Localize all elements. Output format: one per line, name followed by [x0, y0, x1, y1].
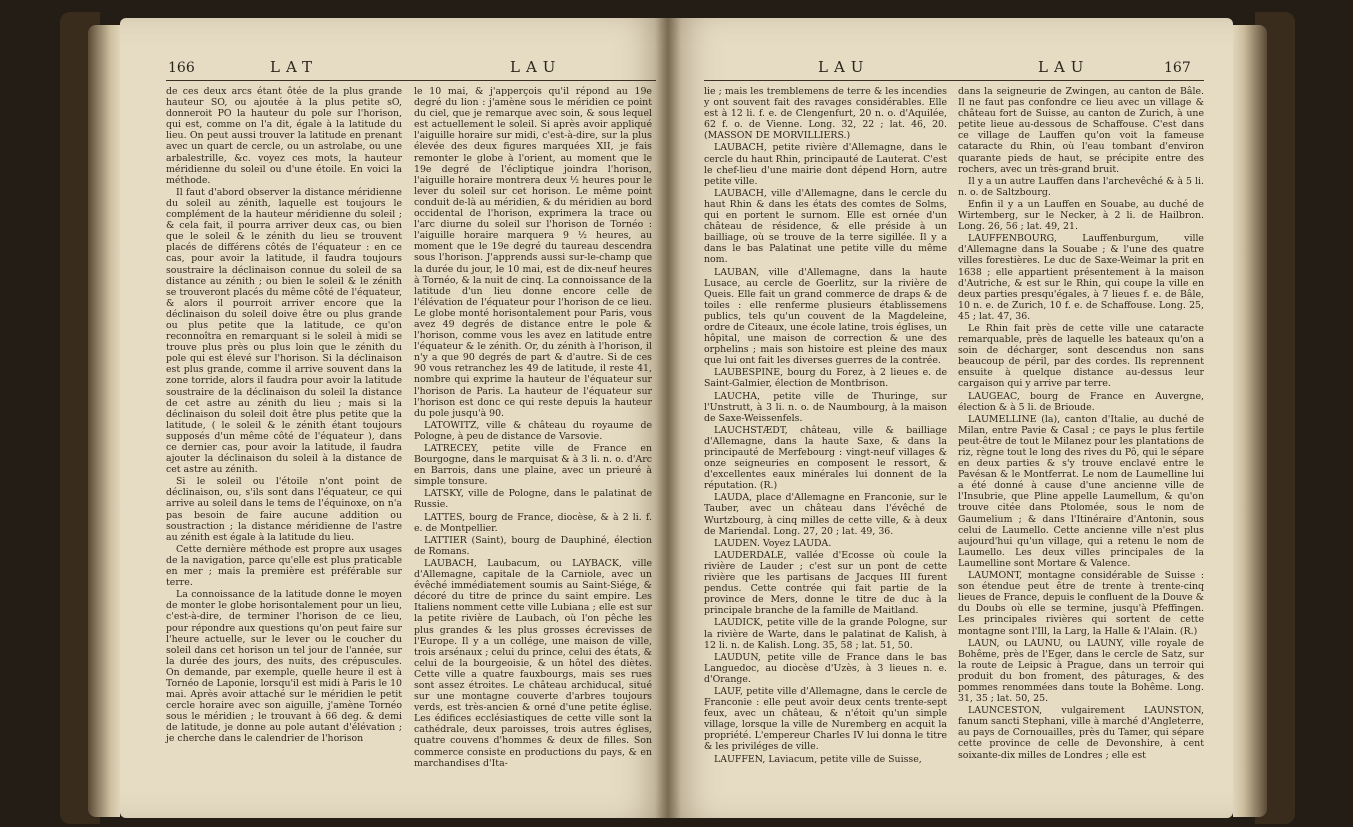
- right-page-edges: [1233, 25, 1267, 817]
- entry: LAUFFEN, Laviacum, petite ville de Suisse,: [714, 753, 922, 765]
- paragraph: lie ; mais les tremblemens de terre & les incendies y ont souvent fait des ravages considérables. Elle est à 12 li. f. e. de Clengenfurt, 20 n. o. d'Aquilée, 62 f. o. de Vienne. Long. 32, 22 ; lat. 46, 20. (MASSON DE MORVILLIERS.): [704, 86, 947, 142]
- entry: LAUMONT, montagne considérable de Suisse : son étendue peut être de trente à trente-cinq lieues de France, depuis le confluent de la Douve & du Doubs où elle se termine, jusqu'à Pfeffingen. Les principales rivières qui sortent de cette montagne sont l'Ill, la Larg, la Halle & l'Alain. (R.): [958, 570, 1204, 637]
- book-gutter: [655, 18, 681, 818]
- left-page: [120, 18, 668, 818]
- left-column-1: [166, 86, 402, 746]
- left-column-2: [414, 86, 652, 770]
- entry: LAUBACH, petite rivière d'Allemagne, dans le cercle du haut Rhin, principauté de Lauterat. C'est le chef-lieu d'une mairie dont dépend Horn, autre petite ville.: [704, 142, 947, 187]
- entry: LAUBESPINE, bourg du Forez, à 2 lieues e. de Saint-Galmier, élection de Montbrison.: [704, 367, 947, 390]
- entry: LAUBAN, ville d'Allemagne, dans la haute Lusace, au cercle de Goerlitz, sur la rivière de Queis. Elle fait un grand commerce de draps & de toiles : elle renferme plusieurs établissemens publics, tels qu'un couvent de la Magdeleine, ordre de Citeaux, une école latine, trois églises, un hôpital, une maison de correction & une des orphelins ; mais son histoire est pleine des maux que lui ont fait les diverses guerres de la contrée.: [704, 266, 947, 367]
- right-running-head-2: LAU: [1038, 58, 1090, 76]
- entry: LAUNCESTON, vulgairement LAUNSTON, fanum sancti Stephani, ville à marché d'Angleterre, au pays de Cornouailles, près du Tamer, qui sépare cette province de celle de Devonshire, à cent soixante-dix milles de Londres ; elle est: [958, 705, 1204, 761]
- entry: LAUCHSTÆDT, château, ville & bailliage d'Allemagne, dans la haute Saxe, & dans la principauté de Merfebourg : vingt-neuf villages & onze seigneuries en composent le ressort, & d'excellentes eaux minérales lui donnent de la réputation. (R.): [704, 424, 947, 492]
- left-page-number: 166: [168, 60, 195, 76]
- entry: LAUMELLINE (la), canton d'Italie, au duché de Milan, entre Pavie & Casal ; ce pays le plus fertile peut-être de tout le Milanez pour les plantations de riz, règne tout le long des rives du Pô, qui le sépare en deux parties & s'y trouve enclavé entre le Pavésan & le Montferrat. Le nom de Laumelline lui a été donné à cause d'une ancienne ville de l'Insubrie, que Pline appelle Laumellum, & qu'on trouve citée dans Ptolomée, sous le nom de Gaumelium ; & dans l'Itinéraire d'Antonin, sous celui de Laumello. Cette ancienne ville n'est plus aujourd'hui qu'un village, qui a retenu le nom de Laumello. Les deux villes principales de la Laumelline sont Mortare & Valence.: [958, 413, 1204, 569]
- right-column-2: [958, 86, 1204, 762]
- paragraph: dans la seigneurie de Zwingen, au canton de Bâle. Il ne faut pas confondre ce lieu avec un village & château fort de Suisse, au canton de Zurich, à une petite lieue au-dessous de Schaffouse. C'est dans ce village de Lauffen qu'on voit la fameuse cataracte du Rhin, où l'eau tombant d'environ quarante pieds de haut, se précipite entre des rochers, avec un très-grand bruit.: [958, 86, 1204, 175]
- left-page-edges: [88, 25, 120, 817]
- entry: LATTIER (Saint), bourg de Dauphiné, élection de Romans.: [414, 534, 652, 557]
- right-page: [668, 18, 1233, 818]
- entry: Il y a un autre Lauffen dans l'archevêché & à 5 li. n. o. de Saltzbourg.: [958, 175, 1204, 198]
- entry: Le Rhin fait près de cette ville une cataracte remarquable, près de laquelle les bateaux qu'on a soin de décharger, sont descendus non sans beaucoup de péril, par des cordes. Ils reprennent ensuite à quelque distance au-dessus leur cargaison qui y arrive par terre.: [958, 322, 1204, 390]
- paragraph: Il faut d'abord observer la distance méridienne du soleil au zénith, laquelle est toujours le complément de la hauteur méridienne du soleil ; & cela fait, il pourra arriver deux cas, ou bien que le soleil & le zénith du lieu se trouvent placés de différens côtés de l'équateur : en ce cas, pour avoir la latitude, il faudra toujours soustraire la déclinaison connue du soleil de sa distance au zénith ; ou bien le soleil & le zénith se trouveront placés du même côté de l'équateur, & alors il pourroit arriver encore que la déclinaison du soleil doive être ou plus grande ou plus petite que la latitude, ce qu'on reconnoîtra en remarquant si le soleil à midi se trouve plus près ou plus loin que le zénith du pole qui est élevé sur l'horison. Si la déclinaison est plus grande, comme il arrive souvent dans la zone torride, alors il faudra pour avoir la latitude soustraire de la déclinaison du soleil la distance de cet astre au zénith du lieu ; mais si la déclinaison du soleil doit être plus petite que la latitude, ( le soleil & le zénith étant toujours supposés d'un même côté de l'équateur ), dans ce dernier cas, pour avoir la latitude, il faudra ajouter la déclinaison du soleil à la distance de cet astre au zénith.: [166, 186, 402, 476]
- entry: LATOWITZ, ville & château du royaume de Pologne, à peu de distance de Varsovie.: [414, 419, 652, 442]
- right-running-head-1: LAU: [818, 58, 870, 76]
- paragraph: le 10 mai, & j'apperçois qu'il répond au 19e degré du lion : j'amène sous le méridien ce point du ciel, que je remarque avec soin, & sous lequel est actuellement le soleil. Si après avoir appliqué l'aiguille horaire sur midi, c'est-à-dire, sur la plus élevée des deux figures marquées XII, je fais remonter le globe à l'orient, au moment que le 19e degré de l'écliptique joindra l'horison, l'aiguille horaire montrera deux ½ heures pour le lever du soleil sur cet horison. Le même point conduit de-là au méridien, & du méridien au bord occidental de l'horison, exprimera la trace ou l'arc diurne du soleil sur l'horison de Tornéo : l'aiguille horaire marquera 9 ½ heures, au moment que le 19e degré du taureau descendra sous l'horison. J'apprends aussi sur-le-champ que la durée du jour, le 10 mai, est de dix-neuf heures à Tornéo, & la nuit de cinq. La connoissance de la latitude d'un lieu donne encore celle de l'élévation de l'équateur pour l'horison de ce lieu. Le globe monté horisontalement pour Paris, vous avez 49 degrés de distance entre le pole & l'horison, comme vous les avez en latitude entre l'équateur & le zénith. Or, du zénith à l'horison, il n'y a que 90 degrés de part & d'autre. Si de ces 90 vous retranchez les 49 de latitude, il reste 41, nombre qui exprime la hauteur de l'équateur sur l'horison de Paris. La hauteur de l'équateur sur l'horison est donc ce qui reste depuis la hauteur du pole jusqu'à 90.: [414, 86, 652, 419]
- right-page-number: 167: [1164, 60, 1191, 76]
- entry: LAUBACH, Laubacum, ou LAYBACK, ville d'Allemagne, capitale de la Carniole, avec un évêché immédiatement soumis au Saint-Siége, & décoré du titre de prince du saint empire. Les Italiens nomment cette ville Lubiana ; elle est sur la petite rivière de Laubach, où l'on pêche les plus grandes & les plus grosses écrevisses de l'Europe. Il y a un collége, une maison de ville, trois arsénaux ; celui du prince, celui des états, & celui de la bourgeoisie, & un hôtel des diètes. Cette ville a quatre fauxbourgs, mais ses rues sont assez étroites. Le château archiducal, situé sur une montagne couverte d'arbres toujours verds, est très-ancien & orné d'une petite église. Les édifices ecclésiastiques de cette ville sont la cathédrale, deux paroisses, trois autres églises, quatre couvens d'hommes & deux de filles. Son commerce consiste en productions du pays, & en marchandises d'Ita-: [414, 557, 652, 769]
- right-column-1: [704, 86, 947, 766]
- entry: LAUDA, place d'Allemagne en Franconie, sur le Tauber, avec un château dans l'évêché de Wurtzbourg, à cinq milles de cette ville, & à deux de Mariendal. Long. 27, 20 ; lat. 49, 36.: [704, 492, 947, 537]
- entry: LATTES, bourg de France, diocèse, & à 2 li. f. e. de Montpellier.: [414, 511, 652, 534]
- entry: LAUDEN. Voyez LAUDA.: [714, 537, 832, 549]
- right-header-rule: [704, 80, 1204, 81]
- left-running-head-1: LAT: [270, 58, 318, 76]
- entry: LAUN, ou LAUNU, ou LAUNY, ville royale de Bohême, près de l'Eger, dans le cercle de Satz, sur la route de Leipsic à Prague, dans un terroir qui produit du bon froment, des pâturages, & des pommes renommées dans toute la Bohême. Long. 31, 35 ; lat. 50, 25.: [958, 637, 1204, 705]
- paragraph: Si le soleil ou l'étoile n'ont point de déclinaison, ou, s'ils sont dans l'équateur, ce qui arrive au soleil dans le tems de l'équinoxe, on n'a pas besoin de faire aucune addition ou soustraction ; la distance méridienne de l'astre au zénith est égale à la latitude du lieu.: [166, 476, 402, 543]
- entry: LAUDUN, petite ville de France dans le bas Languedoc, au diocèse d'Uzès, à 3 lieues n. e. d'Orange.: [704, 651, 947, 685]
- entry: LAUDERDALE, vallée d'Ecosse où coule la rivière de Lauder ; c'est sur un pont de cette rivière que les partisans de Jacques III furent pendus. Cette contrée qui fait partie de la province de Mers, donne le titre de duc à la principale branche de la famille de Maitland.: [704, 549, 947, 617]
- entry: LAUGEAC, bourg de France en Auvergne, élection & à 5 li. de Brioude.: [958, 390, 1204, 413]
- entry: LAUCHA, petite ville de Thuringe, sur l'Unstrutt, à 3 li. n. o. de Naumbourg, à la maison de Saxe-Weissenfels.: [704, 390, 947, 424]
- entry: LAUFFENBOURG, Lauffenburgum, ville d'Allemagne dans la Souabe ; & l'une des quatre villes forestières. Le duc de Saxe-Weimar la prit en 1638 ; elle appartient présentement à la maison d'Autriche, & est sur le Rhin, qui coupe la ville en deux parties presqu'égales, à 7 lieues f. e. de Bâle, 10 n. e. de Zurich, 10 f. e. de Schaffouse. Long. 25, 45 ; lat. 47, 36.: [958, 233, 1204, 322]
- left-header-rule: [166, 80, 656, 81]
- entry: LAUDICK, petite ville de la grande Pologne, sur la rivière de Warte, dans le palatinat de Kalish, à 12 li. n. de Kalish. Long. 35, 58 ; lat. 51, 50.: [704, 617, 947, 651]
- paragraph: Cette dernière méthode est propre aux usages de la navigation, parce qu'elle est plus praticable en mer ; mais la première est préférable sur terre.: [166, 543, 402, 589]
- paragraph: La connoissance de la latitude donne le moyen de monter le globe horisontalement pour un lieu, c'est-à-dire, de terminer l'horison de ce lieu, pour répondre aux questions qu'on peut faire sur l'heure actuelle, sur le lever ou le coucher du soleil dans cet horison un tel jour de l'année, sur la durée des jours, des nuits, des crépuscules. On demande, par exemple, quelle heure il est à Tornéo de Laponie, lorsqu'il est midi à Paris le 10 mai. Après avoir attaché sur le méridien le petit cercle horaire avec son aiguille, j'amène Tornéo sous le méridien ; le trouvant à 66 deg. & demi de latitude, je donne au pole autant d'élévation ; je cherche dans le calendrier de l'horison: [166, 589, 402, 745]
- entry: LATSKY, ville de Pologne, dans le palatinat de Russie.: [414, 488, 652, 511]
- entry: LAUF, petite ville d'Allemagne, dans le cercle de Franconie : elle peut avoir deux cents trente-sept feux, avec un château, & n'étoit qu'un simple village, lorsque la ville de Nuremberg en acquit la propriété. L'empereur Charles IV lui donna le titre & les priviléges de ville.: [704, 685, 947, 753]
- entry: LAUBACH, ville d'Allemagne, dans le cercle du haut Rhin & dans les états des comtes de Solms, qui en portent le surnom. Elle est ornée d'un château de résidence, & elle préside à un bailliage, où se trouve de la terre sigillée. Il y a dans le bas Palatinat une petite ville du même nom.: [704, 187, 947, 266]
- paragraph: de ces deux arcs étant ôtée de la plus grande hauteur SO, ou ajoutée à la plus petite sO, donneroit PO la hauteur du pole sur l'horison, qui est, comme on l'a dit, égale à la latitude du lieu. On peut aussi trouver la latitude en prenant avec un quart de cercle, ou un astrolabe, ou une arbalestrille, &c. voyez ces mots, la hauteur méridienne du soleil ou d'une étoile. En voici la méthode.: [166, 86, 402, 186]
- entry: LATRECEY, petite ville de France en Bourgogne, dans le marquisat & à 3 li. n. o. d'Arc en Barrois, dans une plaine, avec un prieuré à simple tonsure.: [414, 443, 652, 488]
- left-running-head-2: LAU: [510, 58, 562, 76]
- entry: Enfin il y a un Lauffen en Souabe, au duché de Wirtemberg, sur le Necker, à 2 li. de Hailbron. Long. 26, 56 ; lat. 49, 21.: [958, 198, 1204, 233]
